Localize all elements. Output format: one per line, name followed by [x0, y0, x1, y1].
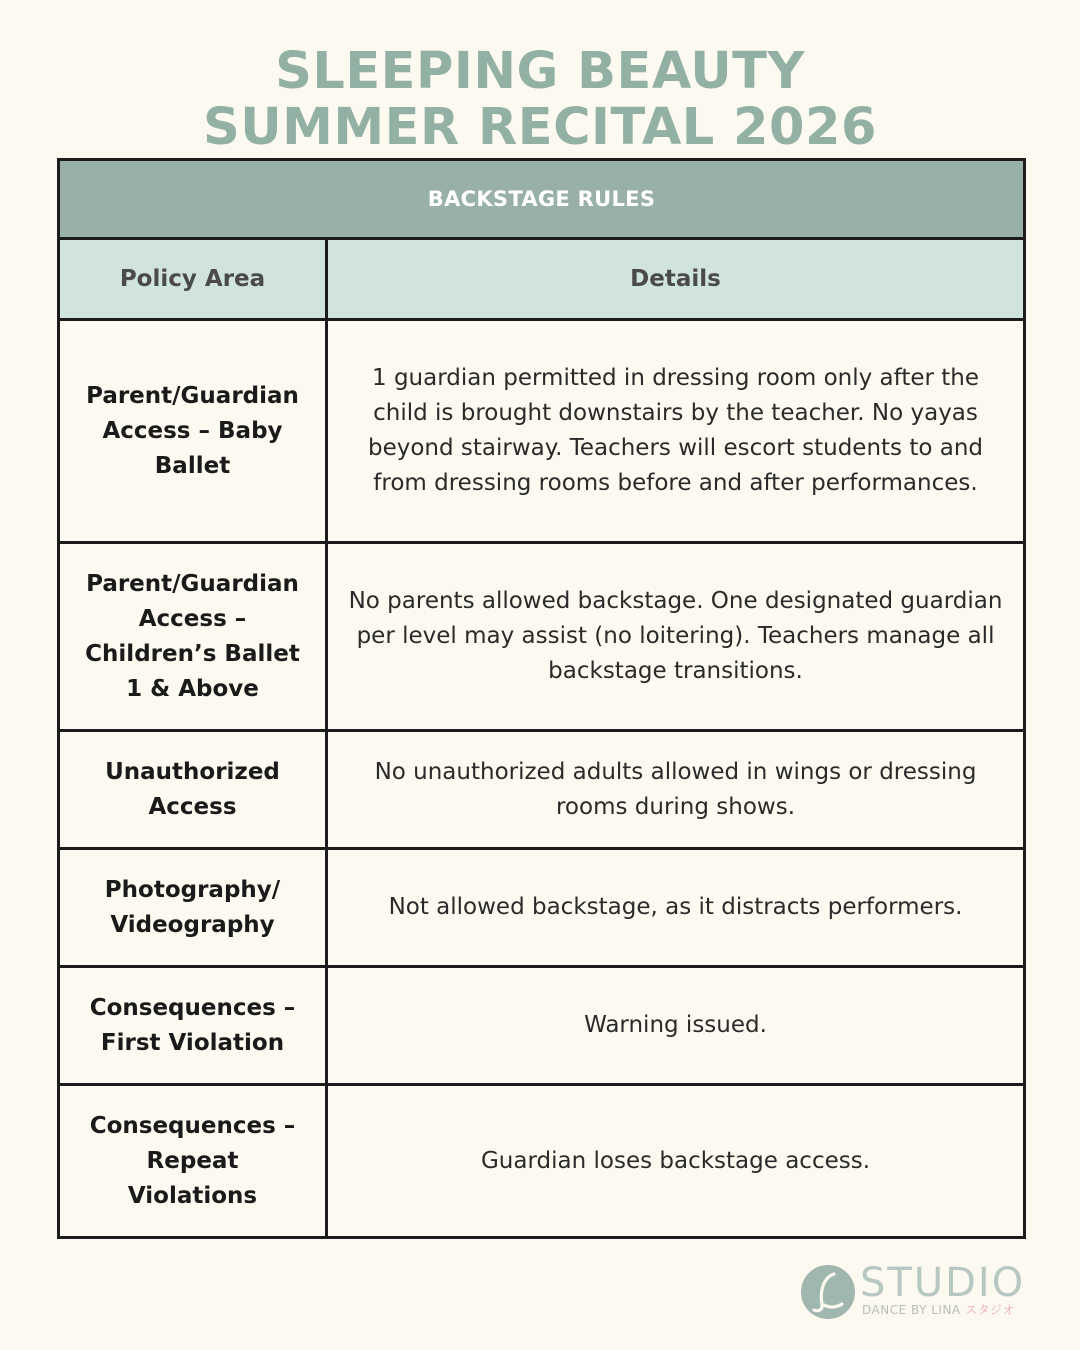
table-row: [59, 543, 1025, 731]
studio-logo-mark-icon: [800, 1264, 856, 1320]
column-header-policy-area: Policy Area: [59, 239, 327, 320]
table-row: [59, 967, 1025, 1085]
table-row: [59, 320, 1025, 543]
studio-logo: [800, 1262, 1040, 1324]
table-banner: BACKSTAGE RULES: [59, 160, 1025, 239]
details-cell: No unauthorized adults allowed in wings or dressing rooms during shows.: [327, 731, 1025, 849]
policy-area-cell: Parent/Guardian Access – Children’s Ballet 1 & Above: [59, 543, 327, 731]
details-cell: Guardian loses backstage access.: [327, 1085, 1025, 1238]
details-cell: Not allowed backstage, as it distracts performers.: [327, 849, 1025, 967]
table-row: [59, 849, 1025, 967]
details-cell: 1 guardian permitted in dressing room only after the child is brought downstairs by the teacher. No yayas beyond stairway. Teachers will escort students to and from dressing rooms before and after performances.: [327, 320, 1025, 543]
logo-tagline-text: DANCE BY LINA: [862, 1303, 961, 1317]
details-cell: Warning issued.: [327, 967, 1025, 1085]
backstage-rules-table: [57, 158, 1026, 1239]
title-line-1: SLEEPING BEAUTY: [275, 42, 805, 101]
details-cell: No parents allowed backstage. One designated guardian per level may assist (no loitering). Teachers manage all backstage transitions.: [327, 543, 1025, 731]
title-line-2: SUMMER RECITAL 2026: [202, 98, 878, 157]
logo-tagline: [862, 1303, 1015, 1317]
policy-area-cell: Photography/ Videography: [59, 849, 327, 967]
table-row: [59, 1085, 1025, 1238]
logo-tagline-japanese: スタジオ: [964, 1303, 1015, 1317]
policy-area-cell: Unauthorized Access: [59, 731, 327, 849]
logo-wordmark: STUDIO: [860, 1260, 1026, 1306]
column-header-details: Details: [327, 239, 1025, 320]
policy-area-cell: Parent/Guardian Access – Baby Ballet: [59, 320, 327, 543]
policy-area-cell: Consequences – Repeat Violations: [59, 1085, 327, 1238]
policy-area-cell: Consequences – First Violation: [59, 967, 327, 1085]
page-title: [0, 44, 1080, 156]
table-row: [59, 731, 1025, 849]
